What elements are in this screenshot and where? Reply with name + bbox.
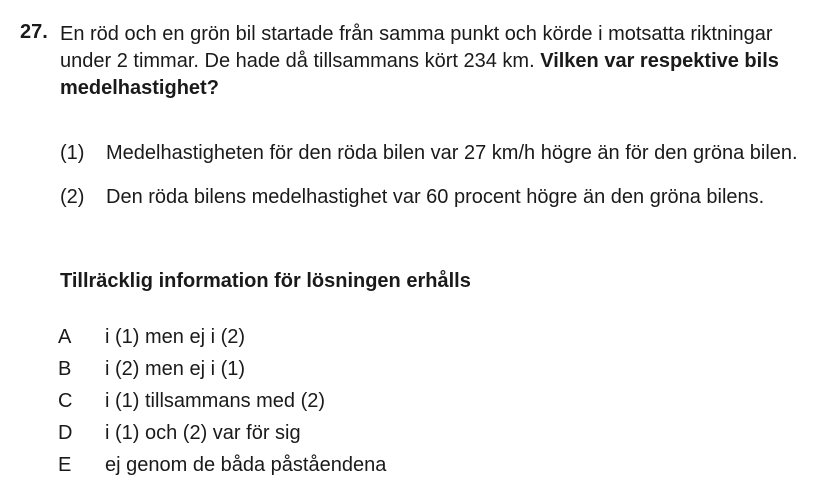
statement-text: Den röda bilens medelhastighet var 60 procent högre än den gröna bilens.: [106, 186, 765, 208]
option-a[interactable]: [58, 324, 386, 356]
option-text: i (1) tillsammans med (2): [105, 390, 326, 412]
answer-options: [58, 324, 386, 484]
statement-1: [60, 142, 798, 165]
option-text: i (2) men ej i (1): [105, 358, 246, 380]
option-letter: E: [58, 454, 72, 476]
question-text: [60, 21, 820, 102]
option-d[interactable]: [58, 420, 386, 452]
question-text-plain: En röd och en grön bil startade från samma punkt och körde i motsatta riktningar under 2 timmar. De hade då tillsammans kört 234 km.: [60, 23, 773, 72]
statement-number: (2): [60, 186, 85, 208]
statement-2: [60, 186, 764, 209]
statement-text: Medelhastigheten för den röda bilen var 27 km/h högre än för den gröna bilen.: [106, 142, 798, 164]
statement-number: (1): [60, 142, 85, 164]
question-number: 27.: [20, 21, 48, 43]
option-letter: D: [58, 422, 73, 444]
option-text: i (1) men ej i (2): [105, 326, 246, 348]
option-letter: A: [58, 326, 72, 348]
option-e[interactable]: [58, 452, 386, 484]
sufficiency-heading: Tillräcklig information för lösningen erhålls: [60, 270, 471, 292]
option-text: ej genom de båda påståendena: [105, 454, 387, 476]
option-b[interactable]: [58, 356, 386, 388]
question-text-bold: Vilken var respektive bils medelhastighet?: [60, 50, 779, 99]
option-text: i (1) och (2) var för sig: [105, 422, 301, 444]
option-letter: C: [58, 390, 73, 412]
option-c[interactable]: [58, 388, 386, 420]
option-letter: B: [58, 358, 72, 380]
